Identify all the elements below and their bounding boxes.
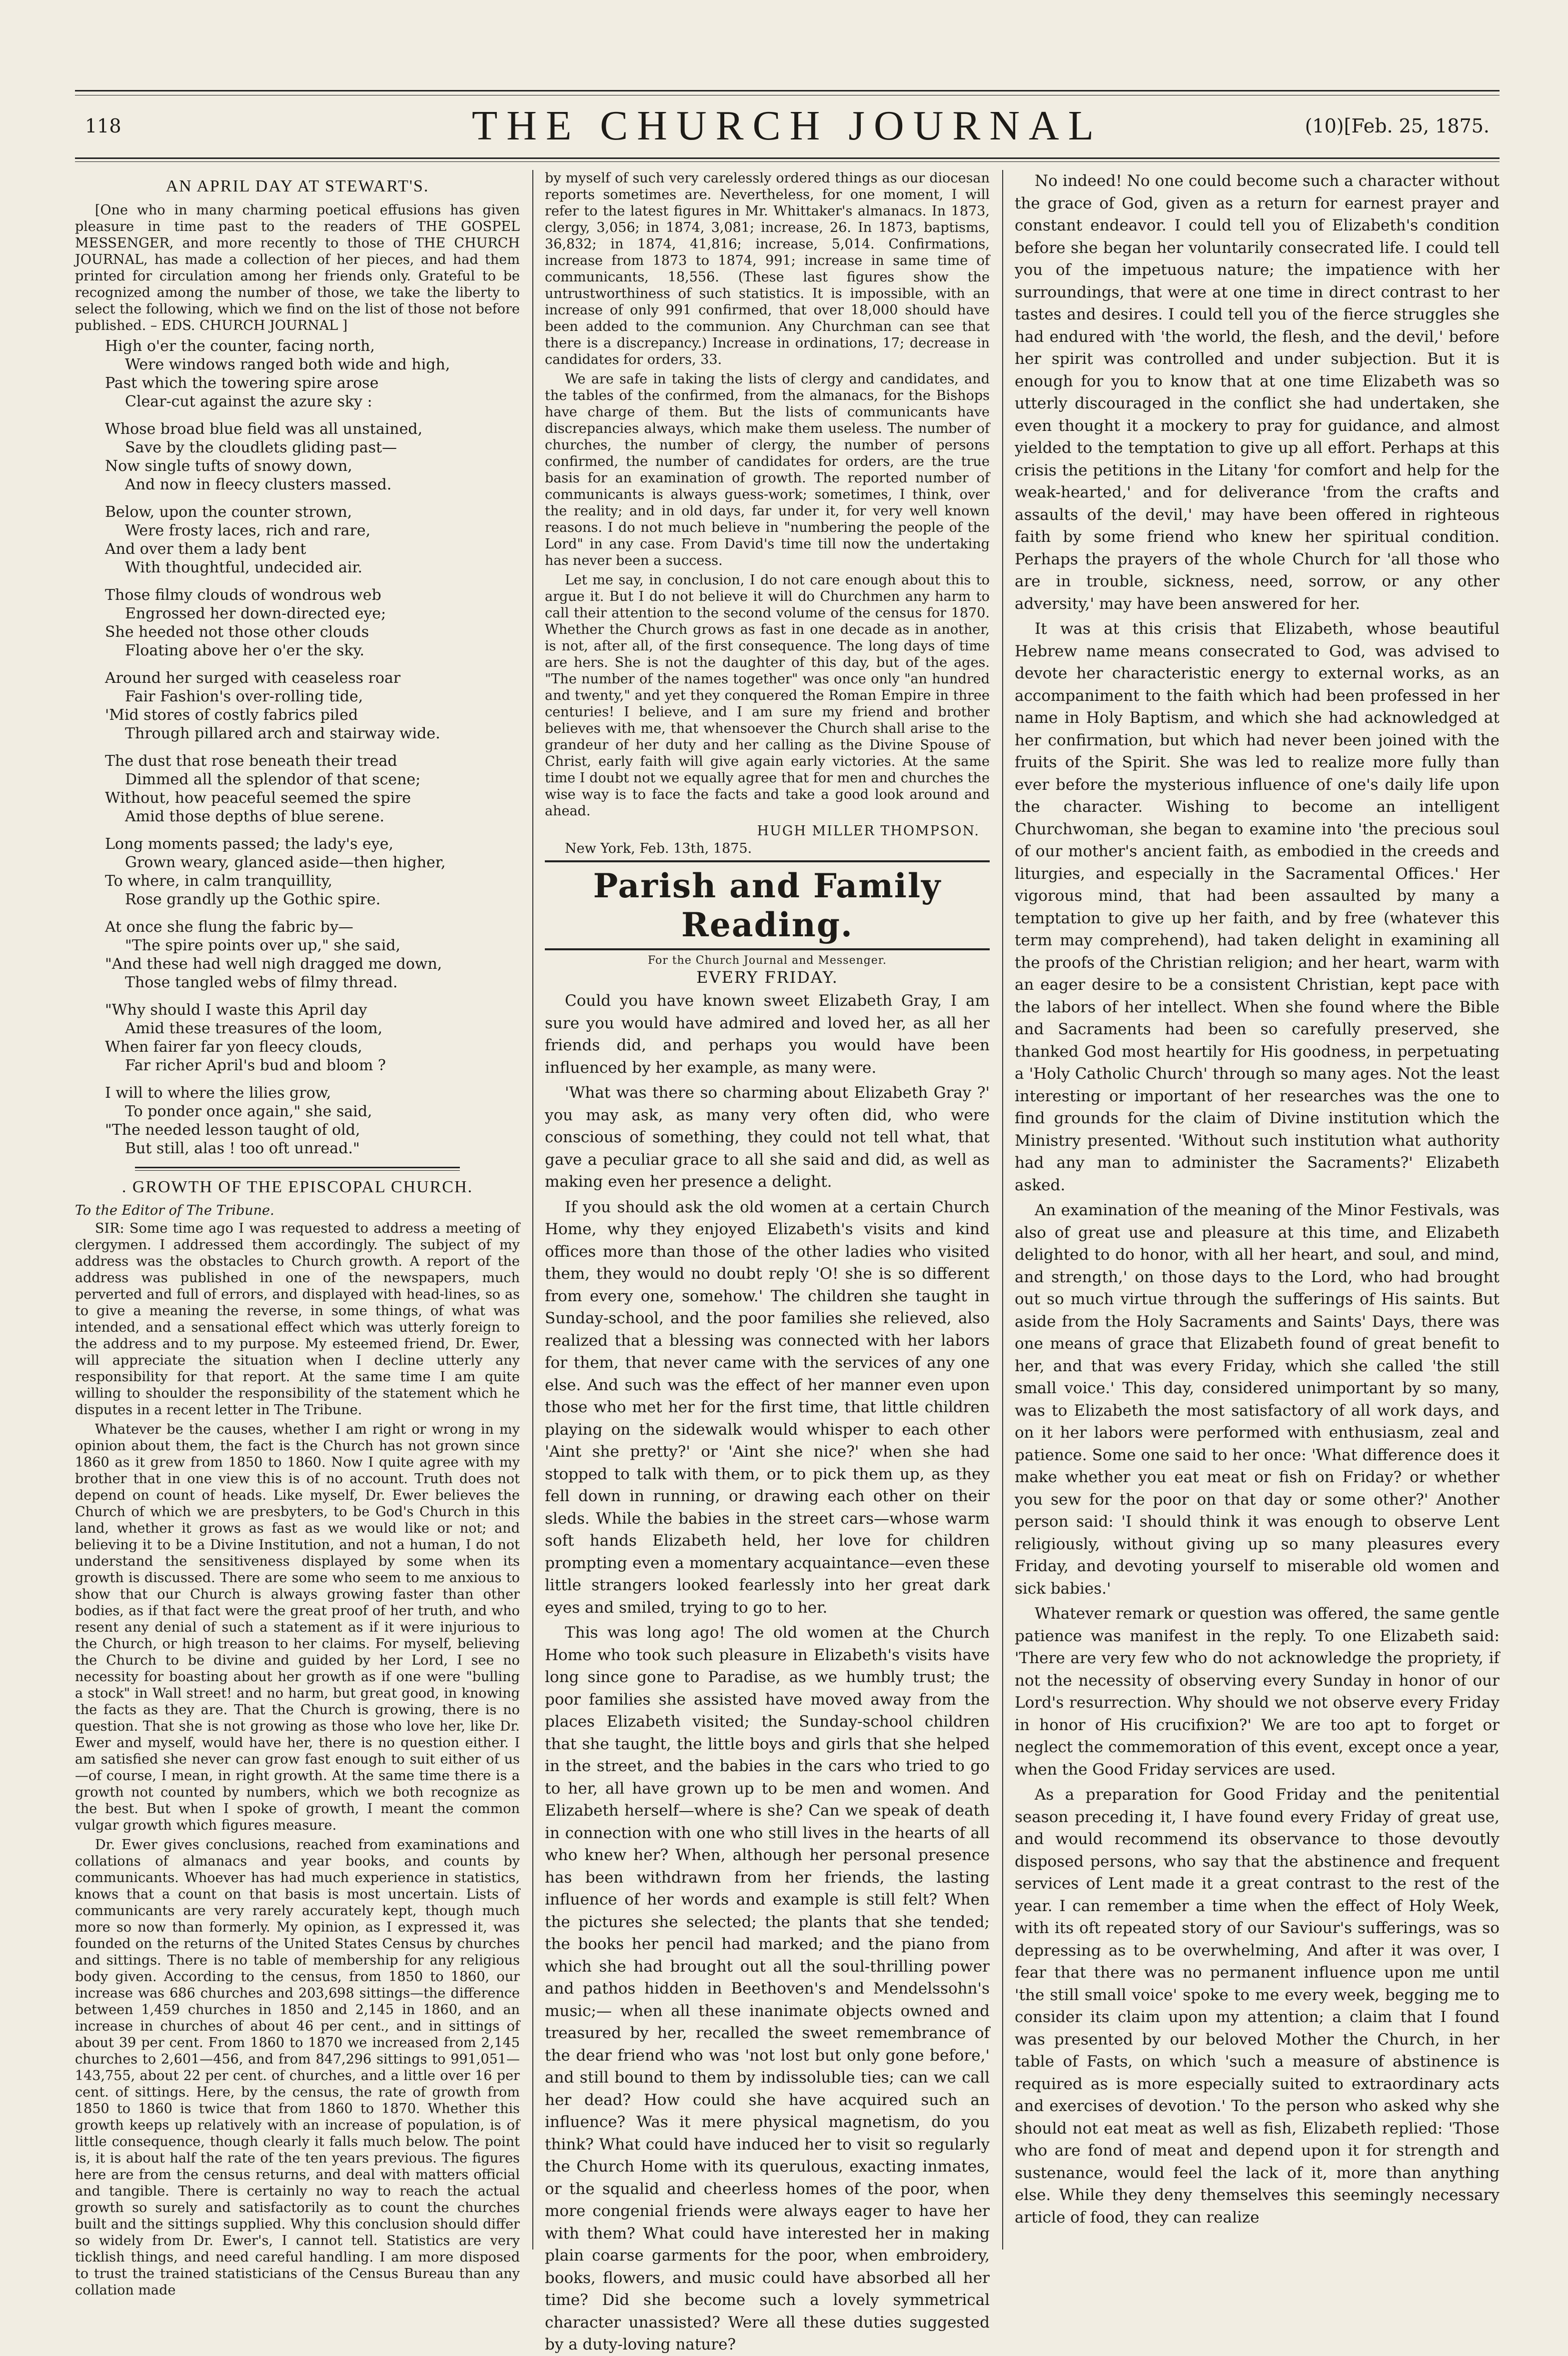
page-number: 118 xyxy=(85,115,121,137)
separator-rule-thin xyxy=(135,1170,460,1171)
poem-stanza xyxy=(105,669,520,743)
dateline: New York, Feb. 13th, 1875. xyxy=(565,841,752,856)
editor-note: [One who in many charming poetical effusions has given pleasure in time past to the readers of THE GOSPEL MESSENGER, and more recently to those of THE CHURCH JOURNAL, has made a collection of her pieces, and had them printed for circulation among her friends only. Grateful to be recognized among the number of those, we take the liberty to select the following, which we find on the list of those not before published. – EDS. CHURCH JOURNAL ] xyxy=(75,202,520,333)
paragraph: It was at this crisis that Elizabeth, whose beautiful Hebrew name means consecrated to God, was advised to devote her characteristic energy to external works, as an accompaniment to the faith which had been professed in her name in Holy Baptism, and which she had acknowledged at her confirmation, but which had never been joined with the fruits of the Spirit. She was led to realize more fully than ever before the mysterious influence of one's daily life upon the character. Wishing to become an intelligent Churchwoman, she began to examine into 'the precious soul of our mother's ancient faith, as embodied in the creeds and liturgies, and especially in the Sacramental Offices.' Her vigorous mind, that had been assaulted by many a temptation to give up her faith, and by free (whatever this term may comprehend), had taken delight in examining all the proofs of the Christian religion; and her heart, warm with an eager desire to be a consistent Christian, kept pace with the labors of her intellect. When she found where the Bible and Sacraments had been so carefully preserved, she thanked God most heartily for His goodness, in perpetuating a 'Holy Catholic Church' through so many ages. Not the least interesting or important of her researches was the one to find grounds for the claim of Divine institution which the Ministry presented. 'Without such institution what authority had any man to administer the Sacraments?' Elizabeth asked. xyxy=(1015,620,1500,1194)
paragraph: Whatever be the causes, whether I am right or wrong in my opinion about them, the fact is the Church has not grown since 1860 as it grew from 1850 to 1860. Now I quite agree with my brother that in one view this is of no account. Truth does not depend on count of heads. Like myself, Dr. Ewer believes the Church of which we are presbyters, to be God's Church in this land, whether it grows as fast as we would like or not; and believing it to be a Divine Institution, and not a human, I do not understand the sensitiveness displayed by some when its growth is discussed. There are some who seem to me anxious to show that our Church is always growing faster than other bodies, as if that fact were the great proof of her truth, and who resent any denial of such a statement as if it were injurious to the Church, or high treason to her claims. For myself, believing the Church to be divine and guided by her Lord, I see no necessity for boasting about her growth as if one were "bulling a stock" in Wall street! and no harm, but great good, in knowing the facts as they are. That the Church is growing, there is no question. That she is not growing as those who love her, like Dr. Ewer and myself, would have her, there is no question either. I am satisfied she never can grow fast enough to suit either of us—of course, I mean, in right growth. At the same time there is a growth not counted by numbers, which we both recognize as the best. But when I spoke of growth, I meant the common vulgar growth which figures measure. xyxy=(75,1422,520,1833)
salutation: To the Editor of The Tribune. xyxy=(75,1203,274,1218)
poem-stanza xyxy=(105,835,520,909)
poem-line: Floating above her o'er the sky. xyxy=(125,642,365,659)
section-rule xyxy=(545,948,990,950)
story-continuation xyxy=(1015,170,1500,2229)
poem-line: "Why should I waste this April day xyxy=(105,1001,367,1019)
separator-rule xyxy=(135,1167,460,1168)
paragraph: If you should ask the old women at a certain Church Home, why they enjoyed Elizabeth's visits and kind offices more than those of the other ladies who visited them, they would no doubt reply 'O! she is so different from every one, somehow.' The children she taught in Sunday-school, and the poor families she relieved, also realized that a blessing was connected with her labors for them, that never came with the services of any one else. And such was the effect of her manner even upon those who met her for the first time, that little children playing on the sidewalk would whisper to each other 'Aint she pretty?' or 'Aint she nice?' when she had stopped to talk with them, or to pick them up, as they fell down in running, or drawing each other on their sleds. While the babies in the street cars—whose warm soft hands Elizabeth held, her love for children prompting even a momentary acquaintance—even these little strangers looked fearlessly into her great dark eyes and smiled, trying to go to her. xyxy=(545,1198,990,1617)
poem-line: At once she flung the fabric by— xyxy=(105,918,353,936)
poem-line: Those tangled webs of filmy thread. xyxy=(125,974,398,991)
masthead-rule-thin xyxy=(75,161,1500,162)
poem-line: Without, how peaceful seemed the spire xyxy=(105,789,411,807)
signature: HUGH MILLER THOMPSON. xyxy=(757,823,980,839)
paragraph: This was long ago! The old women at the Church Home who took such pleasure in Elizabeth's visits have long since gone to Paradise, as we humbly trust; the poor families she assisted have moved away from the places Elizabeth visited; the Sunday-school children that she taught, the little boys and girls that she helped in the street, and the babies in the cars who tried to go to her, all have grown up to be men and women. And Elizabeth herself—where is she? Can we speak of death in connection with one who still lives in the hearts of all who knew her? When, although her personal presence has been withdrawn from her friends, the lasting influence of her words and example is still felt? When the pictures she selected; the plants that she tended; the books her pencil had marked; and the piano from which she had brought out all the soul-thrilling power and pathos hidden in Beethoven's and Mendelssohn's music;— when all these inanimate objects owned and treasured by her, recalled the sweet remembrance of the dear friend who was 'not lost but only gone before,' and still bound to them by indissoluble ties; can we call her dead? How could she have acquired such an influence? Was it mere physical magnetism, do you think? What could have induced her to visit so regularly the Church Home with its querulous, exacting inmates, or the squalid and cheerless homes of the poor, when more congenial friends were always eager to have her with them? What could have interested her in making plain coarse garments for the poor, when embroidery, books, flowers, and music could have absorbed all her time? Did she become such a lovely symmetrical character unassisted? Were all these duties suggested by a duty-loving nature? xyxy=(545,1624,990,2354)
letter-body xyxy=(75,1220,520,2299)
paragraph: No indeed! No one could become such a character without the grace of God, given as a return for earnest prayer and constant endeavor. I could tell you of Elizabeth's condition before she began her voluntarily consecrated life. I could tell you of the impetuous nature; the impatience with her surroundings, that were at one time in direct contrast to her tastes and desires. I could tell you of the fierce struggles she had endured with 'the world, the flesh, and the devil,' before her spirit was controlled and under subjection. But it is enough for you to know that at one time Elizabeth was so utterly discouraged in the conflict she had undertaken, she even thought it a mockery to pray for guidance, and almost yielded to the temptation to give up all effort. Perhaps at this crisis the petitions in the Litany 'for comfort and help for the weak-hearted,' and for deliverance 'from the crafts and assaults of the devil,' may have been offered in righteous faith by some friend who knew her spiritual condition. Perhaps the prayers of the whole Church for 'all those who are in trouble, sickness, need, sorrow, or any other adversity,' may have been answered for her. xyxy=(1015,172,1500,613)
poem-line: With thoughtful, undecided air. xyxy=(125,559,363,576)
poem-stanza xyxy=(105,337,520,411)
poem-line: But still, alas ! too oft unread." xyxy=(125,1140,360,1157)
continuation-paragraph: by myself of such very carelessly ordered things as our diocesan reports sometimes are. Nevertheless, for one moment, I will refer to the latest figures in Mr. Whittaker's almanacs. In 1873, clergy, 3,056; in 1874, 3,081; increase, 26. In 1873, baptisms, 36,832; in 1874, 41,816; increase, 5,014. Confirmations, increase from 1873 to 1874, 991; increase in same time of communicants, 18,556. (These last figures show the untrustworthiness of such statistics. It is impossible, with an increase of only 991 confirmed, that over 18,000 should have been added to the communion. Any Churchman can see that there is a discrepancy.) Increase in ordinations, 17; decrease in candidates for orders, 33. xyxy=(545,170,990,367)
masthead xyxy=(75,97,1500,157)
column-3 xyxy=(1015,170,1500,2250)
poem-stanza xyxy=(105,1001,520,1075)
source-line: For the Church Journal and Messenger. xyxy=(648,954,887,967)
top-rule xyxy=(75,90,1500,91)
poem-line: "The needed lesson taught of old, xyxy=(105,1121,360,1139)
poem-line: Around her surged with ceaseless roar xyxy=(105,669,401,687)
poem-line: Rose grandly up the Gothic spire. xyxy=(125,891,381,908)
poem-line: Engrossed her down-directed eye; xyxy=(125,605,386,622)
poem-line: Were frosty laces, rich and rare, xyxy=(125,522,371,539)
poem-line: Dimmed all the splendor of that scene; xyxy=(125,771,421,788)
poem-line: And now in fleecy clusters massed. xyxy=(125,476,392,493)
article-title: . GROWTH OF THE EPISCOPAL CHURCH. xyxy=(121,1178,473,1196)
poem-line: I will to where the lilies grow, xyxy=(105,1084,331,1102)
poem-line: Whose broad blue field was all unstained, xyxy=(105,420,423,438)
paragraph: Let me say, in conclusion, I do not care enough about this to argue it. But I do not believe it will do Churchmen any harm to call their attention to the second volume of the census for 1870. Whether the Church grows as fast in one decade as in another, is not, after all, of the first consequence. The long days of time are hers. She is not the daughter of this day, but of the ages. "The number of the names together" was once only "an hundred and twenty," and yet they conquered the Roman Empire in three centuries! I believe, and I am sure my friend and brother believes with me, that whensoever the Church shall arise to the grandeur of her duty and her calling as the Divine Spouse of Christ, early faith will give again early victories. At the same time I doubt not we equally agree that for men and churches the wise way is to face the facts and take a good look around and ahead. xyxy=(545,572,990,819)
story-title: EVERY FRIDAY. xyxy=(696,968,838,987)
letter-body xyxy=(545,371,990,819)
paragraph: Dr. Ewer gives conclusions, reached from examinations and collations of almanacs and year books, and counts by communicants. Whoever has had much experience in statistics, knows that a count on that basis is most uncertain. Lists of communicants are very rarely accurately kept, though much more so now than formerly. My opinion, as I expressed it, was founded on the returns of the United States Census by churches and sittings. There is no table of membership for any religious body given. According to the census, from 1850 to 1860, our increase was 686 churches and 203,698 sittings—the difference between 1,459 churches in 1850 and 2,145 in 1860, and an increase in churches of about 46 per cent., and in sittings of about 39 per cent. From 1860 to 1870 we increased from 2,145 churches to 2,601—456, and from 847,296 sittings to 991,051—143,755, about 22 per cent. of churches, and a little over 16 per cent. of sittings. Here, by the census, the rate of growth from 1850 to 1860 is twice that from 1860 to 1870. Whether this growth keeps up relatively with an increase of population, is of little consequence, though clearly it falls much below. The point is, it is about half the rate of the ten years previous. The figures here are from the census returns, and deal with matters official and tangible. There is certainly no way to reach the actual growth so surely and satisfactorily as to count the churches built and the sittings supplied. Why this conclusion should differ so widely from Dr. Ewer's, I cannot tell. Statistics are very ticklish things, and need careful handling. I am more disposed to trust the trained statisticians of the Census Bureau than any collation made xyxy=(75,1837,520,2298)
poem-line: "The spire points over up," she said, xyxy=(125,937,401,954)
poem-line: When fairer far yon fleecy clouds, xyxy=(105,1038,362,1056)
poem-line: Were windows ranged both wide and high, xyxy=(125,356,450,373)
poem-stanza xyxy=(105,752,520,826)
poem-line: Clear-cut against the azure sky : xyxy=(125,393,372,410)
poem-line: Now single tufts of snowy down, xyxy=(105,457,352,475)
poem-line: High o'er the counter, facing north, xyxy=(105,337,375,355)
article-title: AN APRIL DAY AT STEWART'S. xyxy=(165,177,429,195)
poem-line: Past which the towering spire arose xyxy=(105,374,379,392)
poem-line: Through pillared arch and stairway wide. xyxy=(125,725,440,742)
poem-line: The dust that rose beneath their tread xyxy=(105,752,397,770)
poem-line: Amid these treasures of the loom, xyxy=(125,1020,383,1037)
poem-line: To where, in calm tranquillity, xyxy=(105,872,332,890)
poem-line: Those filmy clouds of wondrous web xyxy=(105,586,381,604)
poem-line: She heeded not those other clouds xyxy=(105,623,369,641)
paragraph: An examination of the meaning of the Minor Festivals, was also of great use and pleasure at this time, and Elizabeth delighted to do honor, with all her heart, and soul, and mind, and strength,' on those days to the Lord, who had brought out so much virtue through the sufferings of His saints. But aside from the Holy Sacraments and Saints' Days, there was one means of grace that Elizabeth found of great benefit to her, and that was every Friday, which she called 'the still small voice.' This day, considered unimportant by so many, was to Elizabeth the most satisfactory of all work days, and on it her labors were performed with enthusiasm, zeal and patience. Some one said to her once: 'What difference does it make whether you eat meat or fish on Friday? or whether you sew for the poor on that day or some other?' Another person said: 'I should think it was enough to observe Lent religiously, without giving up so many pleasures every Friday, and devoting yourself to miserable old women and sick babies.' xyxy=(1015,1201,1500,1598)
story-body xyxy=(545,990,990,2356)
paragraph: SIR: Some time ago I was requested to address a meeting of clergymen. I addressed them accordingly. The subject of my address was the obstacles to Church growth. A report of the address was published in one of the newspapers, much perverted and full of errors, and displayed with head-lines, so as to give a meaning the reverse, in some things, of what was intended, and a sensational effect which was utterly foreign to the address and to my purpose. My esteemed friend, Dr. Ewer, will appreciate the situation when I decline utterly any responsibility for that report. At the same time I am quite willing to shoulder the responsibility of the statement which he disputes in a recent letter in The Tribune. xyxy=(75,1221,520,1418)
paragraph: 'What was there so charming about Elizabeth Gray ?' you may ask, as many very often did, who were conscious of something, they could not tell what, that gave a peculiar grace to all she said and did, as well as making even her presence a delight. xyxy=(545,1084,990,1191)
poem-line: To ponder once again," she said, xyxy=(125,1103,372,1120)
poem-line: Amid those depths of blue serene. xyxy=(125,808,385,825)
paragraph: We are safe in taking the lists of clergy and candidates, and the tables of the confirmed, from the almanacs, for the Bishops have charge of them. But the lists of communicants have discrepancies always, which make them useless. The number of churches, the number of clergy, the number of persons confirmed, the number of candidates for orders, are the true basis for an examination of growth. The reported number of communicants is always guess-work; sometimes, I think, over the reality; and in old days, far under it, for very well known reasons. I do not much believe in "numbering the people of the Lord" in any case. From David's time till now the undertaking has never been a success. xyxy=(545,371,990,568)
journal-title: THE CHURCH JOURNAL xyxy=(471,102,1103,149)
column-2 xyxy=(545,170,990,2354)
column-1 xyxy=(75,170,520,2298)
poem-line: Fair Fashion's over-rolling tide, xyxy=(125,688,363,705)
poem-line: And over them a lady bent xyxy=(105,540,306,558)
poem-stanza xyxy=(105,918,520,992)
column-divider xyxy=(1002,170,1003,2250)
issue-date: (10)[Feb. 25, 1875. xyxy=(1305,115,1490,137)
section-rule xyxy=(545,860,990,862)
poem-stanza xyxy=(105,420,520,494)
section-title: Parish and Family Reading. xyxy=(593,866,942,944)
poem-stanza xyxy=(105,1084,520,1158)
poem-stanza xyxy=(105,586,520,660)
poem-line: Long moments passed; the lady's eye, xyxy=(105,835,394,853)
poem-stanza xyxy=(105,503,520,577)
column-divider xyxy=(532,170,533,2250)
poem-line: Grown weary, glanced aside—then higher, xyxy=(125,854,446,871)
poem xyxy=(75,337,520,1158)
poem-line: 'Mid stores of costly fabrics piled xyxy=(105,706,358,724)
poem-line: Below, upon the counter strown, xyxy=(105,503,352,521)
paragraph: As a preparation for Good Friday and the penitential season preceding it, I have found every Friday of great use, and would recommend its observance to those devoutly disposed persons, who say that the abstinence and frequent services of Lent made it a great contrast to the rest of the year. I can remember a time when the effect of Holy Week, with its oft repeated story of our Saviour's sufferings, was so depressing as to be overwhelming, And after it was over, I fear that there was no permanent influence upon me until 'the still small voice' spoke to me every week, begging me to consider its claim upon my attention; a claim that I found was presented by our beloved Mother the Church, in her table of Fasts, on which 'such a measure of abstinence is required as is more especially suited to extraordinary acts and exercises of devotion.' To the person who asked why she should not eat meat as well as fish, Elizabeth replied: 'Those who are fond of meat and depend upon it for strength and sustenance, would feel the lack of it, more than anything else. While they deny themselves this seemingly necessary article of food, they can realize xyxy=(1015,1786,1500,2227)
newspaper-page xyxy=(75,70,1500,2354)
poem-line: Far richer April's bud and bloom ? xyxy=(125,1057,386,1074)
poem-line: "And these had well nigh dragged me down, xyxy=(105,955,442,973)
paragraph: Could you have known sweet Elizabeth Gray, I am sure you would have admired and loved her, as all her friends did, and perhaps you would have been influenced by her example, as many were. xyxy=(545,992,990,1077)
masthead-rule xyxy=(75,157,1500,159)
paragraph: Whatever remark or question was offered, the same gentle patience was manifest in the reply. To one Elizabeth said: 'There are very few who do not acknowledge the propriety, if not the necessity of observing every Sunday in honor of our Lord's resurrection. Why should we not observe every Friday in honor of His crucifixion?' We are too apt to forget or neglect the commemoration of this event, except once a year, when the Good Friday services are used. xyxy=(1015,1605,1500,1779)
poem-line: Save by the cloudlets gliding past— xyxy=(125,439,397,456)
